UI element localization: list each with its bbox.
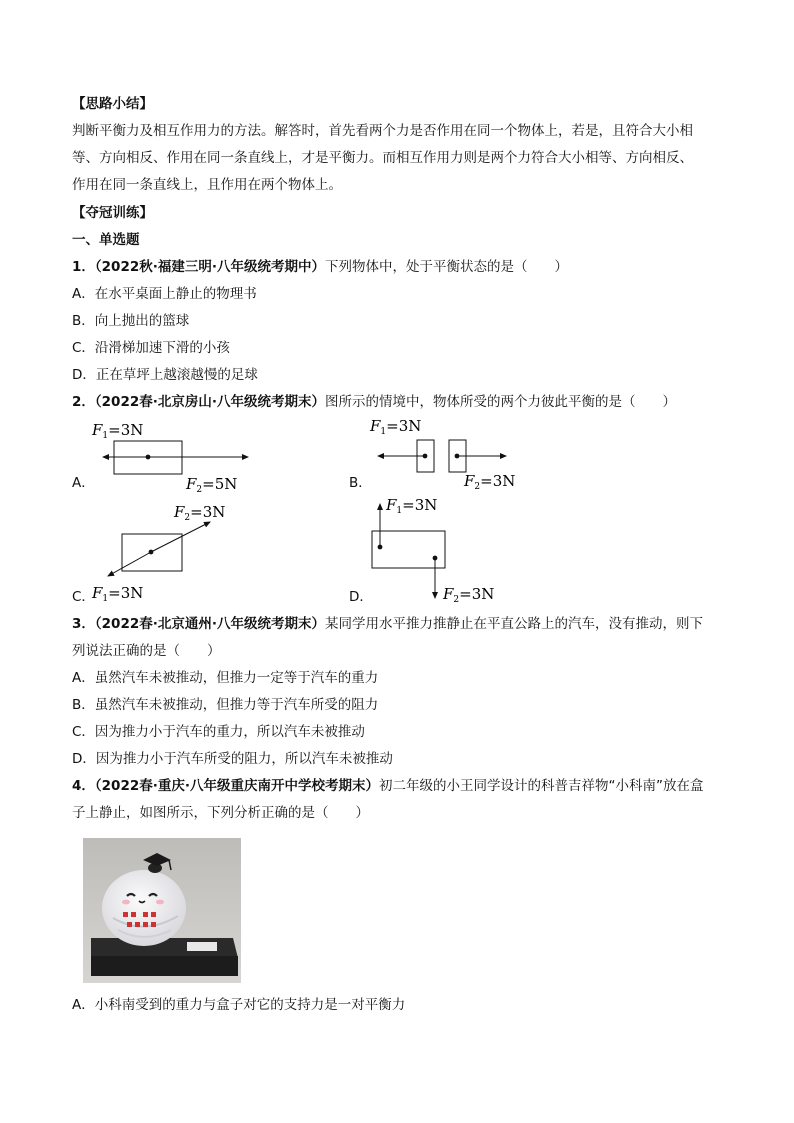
f1-label: $F_1=3N$ [92, 584, 144, 604]
f1-label: $F_1=3N$ [370, 417, 422, 437]
q2-label-a: A． [72, 475, 95, 491]
question-number: 1． [72, 259, 95, 275]
summary-line-3: 作用在同一条直线上，且作用在两个物体上。 [72, 177, 342, 193]
question-source: （2022秋·福建三明·八年级统考期中） [94, 259, 325, 275]
f2-label: $F_2=3N$ [174, 503, 226, 523]
question-stem: 某同学用水平推力推静止在平直公路上的汽车，没有推动，则下 [325, 616, 703, 632]
q3-stem-cont: 列说法正确的是（ ） [72, 643, 221, 659]
question-source: （2022春·重庆·八年级重庆南开中学校考期末） [94, 778, 379, 794]
question-source: （2022春·北京通州·八年级统考期末） [94, 616, 325, 632]
q2-label-c: C． [72, 589, 95, 605]
q1-option-c: C．沿滑梯加速下滑的小孩 [72, 340, 230, 356]
section-title: 一、单选题 [72, 232, 140, 248]
q3-option-d: D．因为推力小于汽车所受的阻力，所以汽车未被推动 [72, 751, 393, 767]
q2-figure-b [366, 414, 526, 499]
summary-line-1: 判断平衡力及相互作用力的方法。解答时，首先看两个力是否作用在同一个物体上，若是，且符合大小相 [72, 123, 693, 139]
q1-option-a: A．在水平桌面上静止的物理书 [72, 286, 257, 302]
question-3 [72, 615, 703, 633]
f1-label: $F_1=3N$ [92, 421, 144, 441]
q1-option-d: D．正在草坪上越滚越慢的足球 [72, 367, 258, 383]
mascot-photo [83, 838, 241, 983]
q3-option-c: C．因为推力小于汽车的重力，所以汽车未被推动 [72, 724, 365, 740]
q3-option-b: B．虽然汽车未被推动，但推力等于汽车所受的阻力 [72, 697, 379, 713]
question-2 [72, 393, 676, 411]
q2-figure-c [88, 500, 258, 605]
training-heading: 【夺冠训练】 [72, 205, 153, 221]
q1-option-b: B．向上抛出的篮球 [72, 313, 190, 329]
question-stem: 初二年级的小王同学设计的科普吉祥物“小科南”放在盒 [379, 778, 704, 794]
q4-option-a: A．小科南受到的重力与盒子对它的支持力是一对平衡力 [72, 997, 406, 1013]
q3-option-a: A．虽然汽车未被推动，但推力一定等于汽车的重力 [72, 670, 379, 686]
q2-label-b: B． [349, 475, 372, 491]
f2-label: $F_2=3N$ [443, 585, 495, 605]
q2-label-d: D． [349, 589, 373, 605]
f2-label: $F_2=3N$ [464, 472, 516, 492]
question-number: 3． [72, 616, 95, 632]
f1-label: $F_1=3N$ [386, 496, 438, 516]
question-number: 2． [72, 394, 95, 410]
q4-stem-cont: 子上静止，如图所示，下列分析正确的是（ ） [72, 805, 369, 821]
question-stem: 下列物体中，处于平衡状态的是（ ） [325, 259, 568, 275]
q2-figure-a [88, 415, 258, 500]
question-number: 4． [72, 778, 95, 794]
f2-label: $F_2=5N$ [186, 475, 238, 495]
q2-figure-d [366, 492, 526, 607]
question-stem: 图所示的情境中，物体所受的两个力彼此平衡的是（ ） [325, 394, 676, 410]
summary-heading: 【思路小结】 [72, 96, 153, 112]
summary-line-2: 等、方向相反、作用在同一条直线上，才是平衡力。而相互作用力则是两个力符合大小相等、方向相反、 [72, 150, 693, 166]
question-source: （2022春·北京房山·八年级统考期末） [94, 394, 325, 410]
question-1 [72, 258, 568, 276]
question-4 [72, 777, 704, 795]
